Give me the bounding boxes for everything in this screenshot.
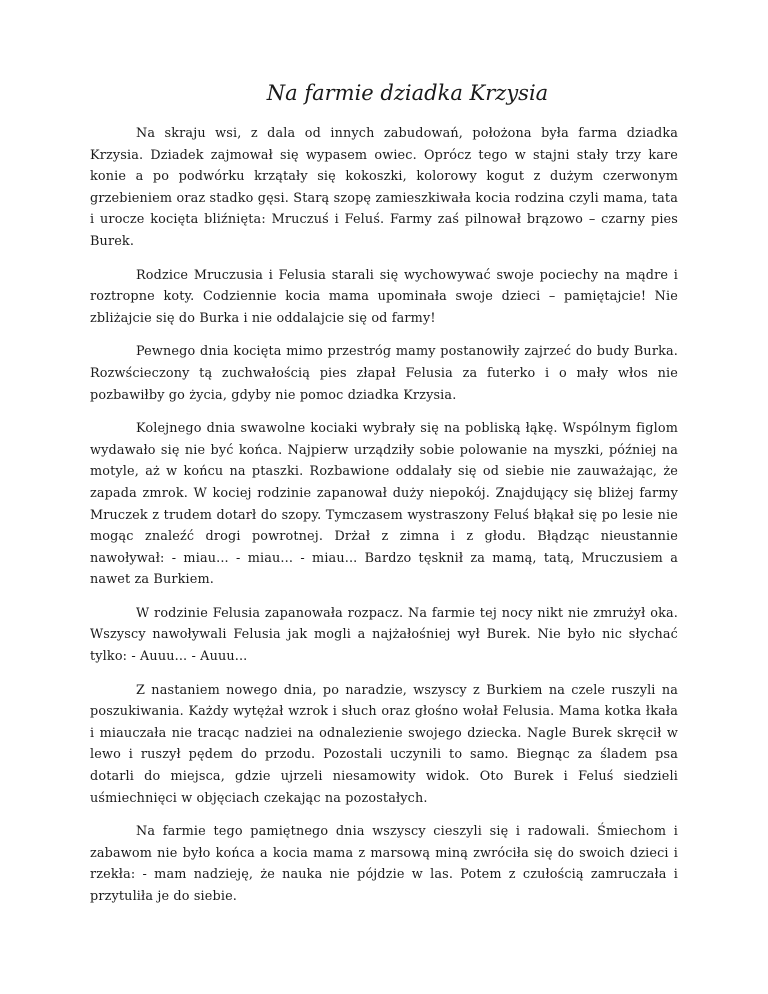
paragraph-1: Na skraju wsi, z dala od innych zabudowań, położona była farma dziadka Krzysia. Dziadek zajmował się wypasem owiec. Oprócz tego w stajni stały trzy kare konie a po podwórku krzątały się kokoszki, kolorowy kogut z dużym czerwonym grzebieniem oraz stadko gęsi. Starą szopę zamieszkiwała kocia rodzina czyli mama, tata i urocze kocięta bliźnięta: Mruczuś i Feluś. Farmy zaś pilnował brązowo – czarny pies Burek. bbox=[90, 126, 678, 249]
paragraph-2: Rodzice Mruczusia i Felusia starali się wychowywać swoje pociechy na mądre i roztropne koty. Codziennie kocia mama upominała swoje dzieci – pamiętajcie! Nie zbliżajcie się do Burka i nie oddalajcie się od farmy! bbox=[90, 267, 678, 326]
paragraph-4: Kolejnego dnia swawolne kociaki wybrały się na pobliską łąkę. Wspólnym figlom wydawało się nie być końca. Najpierw urządziły sobie polowanie na myszki, później na motyle, aż w końcu na ptaszki. Rozbawione oddalały się od siebie nie zauważając, że zapada zmrok. W kociej rodzinie zapanował duży niepokój. Znajdujący się bliżej farmy Mruczek z trudem dotarł do szopy. Tymczasem wystraszony Feluś błąkał się po lesie nie mogąc znaleźć drogi powrotnej. Drżał z zimna i z głodu. Błądząc nieustannie nawoływał: - miau... - miau... - miau... Bardzo tęsknił za mamą, tatą, Mruczusiem a nawet za Burkiem. bbox=[90, 421, 678, 588]
paragraph-5: W rodzinie Felusia zapanowała rozpacz. Na farmie tej nocy nikt nie zmrużył oka. Wszyscy nawoływali Felusia jak mogli a najżałośniej wył Burek. Nie było nic słychać tylko: - Auuu... - Auuu... bbox=[90, 605, 678, 665]
paragraph-7: Na farmie tego pamiętnego dnia wszyscy cieszyli się i radowali. Śmiechom i zabawom nie było końca a kocia mama z marsową miną zwróciła się do swoich dzieci i rzekła: - mam nadzieję, że nauka nie pójdzie w las. Potem z czułością zamruczała i przytuliła je do siebie. bbox=[90, 824, 678, 904]
document-body bbox=[90, 123, 678, 920]
paragraph-3: Pewnego dnia kocięta mimo przestróg mamy postanowiły zajrzeć do budy Burka. Rozwścieczony tą zuchwałością pies złapał Felusia za futerko i o mały włos nie pozbawiłby go życia, gdyby nie pomoc dziadka Krzysia. bbox=[90, 344, 678, 403]
document-title: Na farmie dziadka Krzysia bbox=[266, 81, 549, 105]
paragraph-6: Z nastaniem nowego dnia, po naradzie, wszyscy z Burkiem na czele ruszyli na poszukiwania. Każdy wytężał wzrok i słuch oraz głośno wołał Felusia. Mama kotka łkała i miauczała nie tracąc nadziei na odnalezienie swojego dziecka. Nagle Burek skręcił w lewo i ruszył pędem do przodu. Pozostali uczynili to samo. Biegnąc za śladem psa dotarli do miejsca, gdzie ujrzeli niesamowity widok. Oto Burek i Feluś siedzieli uśmiechnięci w objęciach czekając na pozostałych. bbox=[90, 682, 678, 806]
